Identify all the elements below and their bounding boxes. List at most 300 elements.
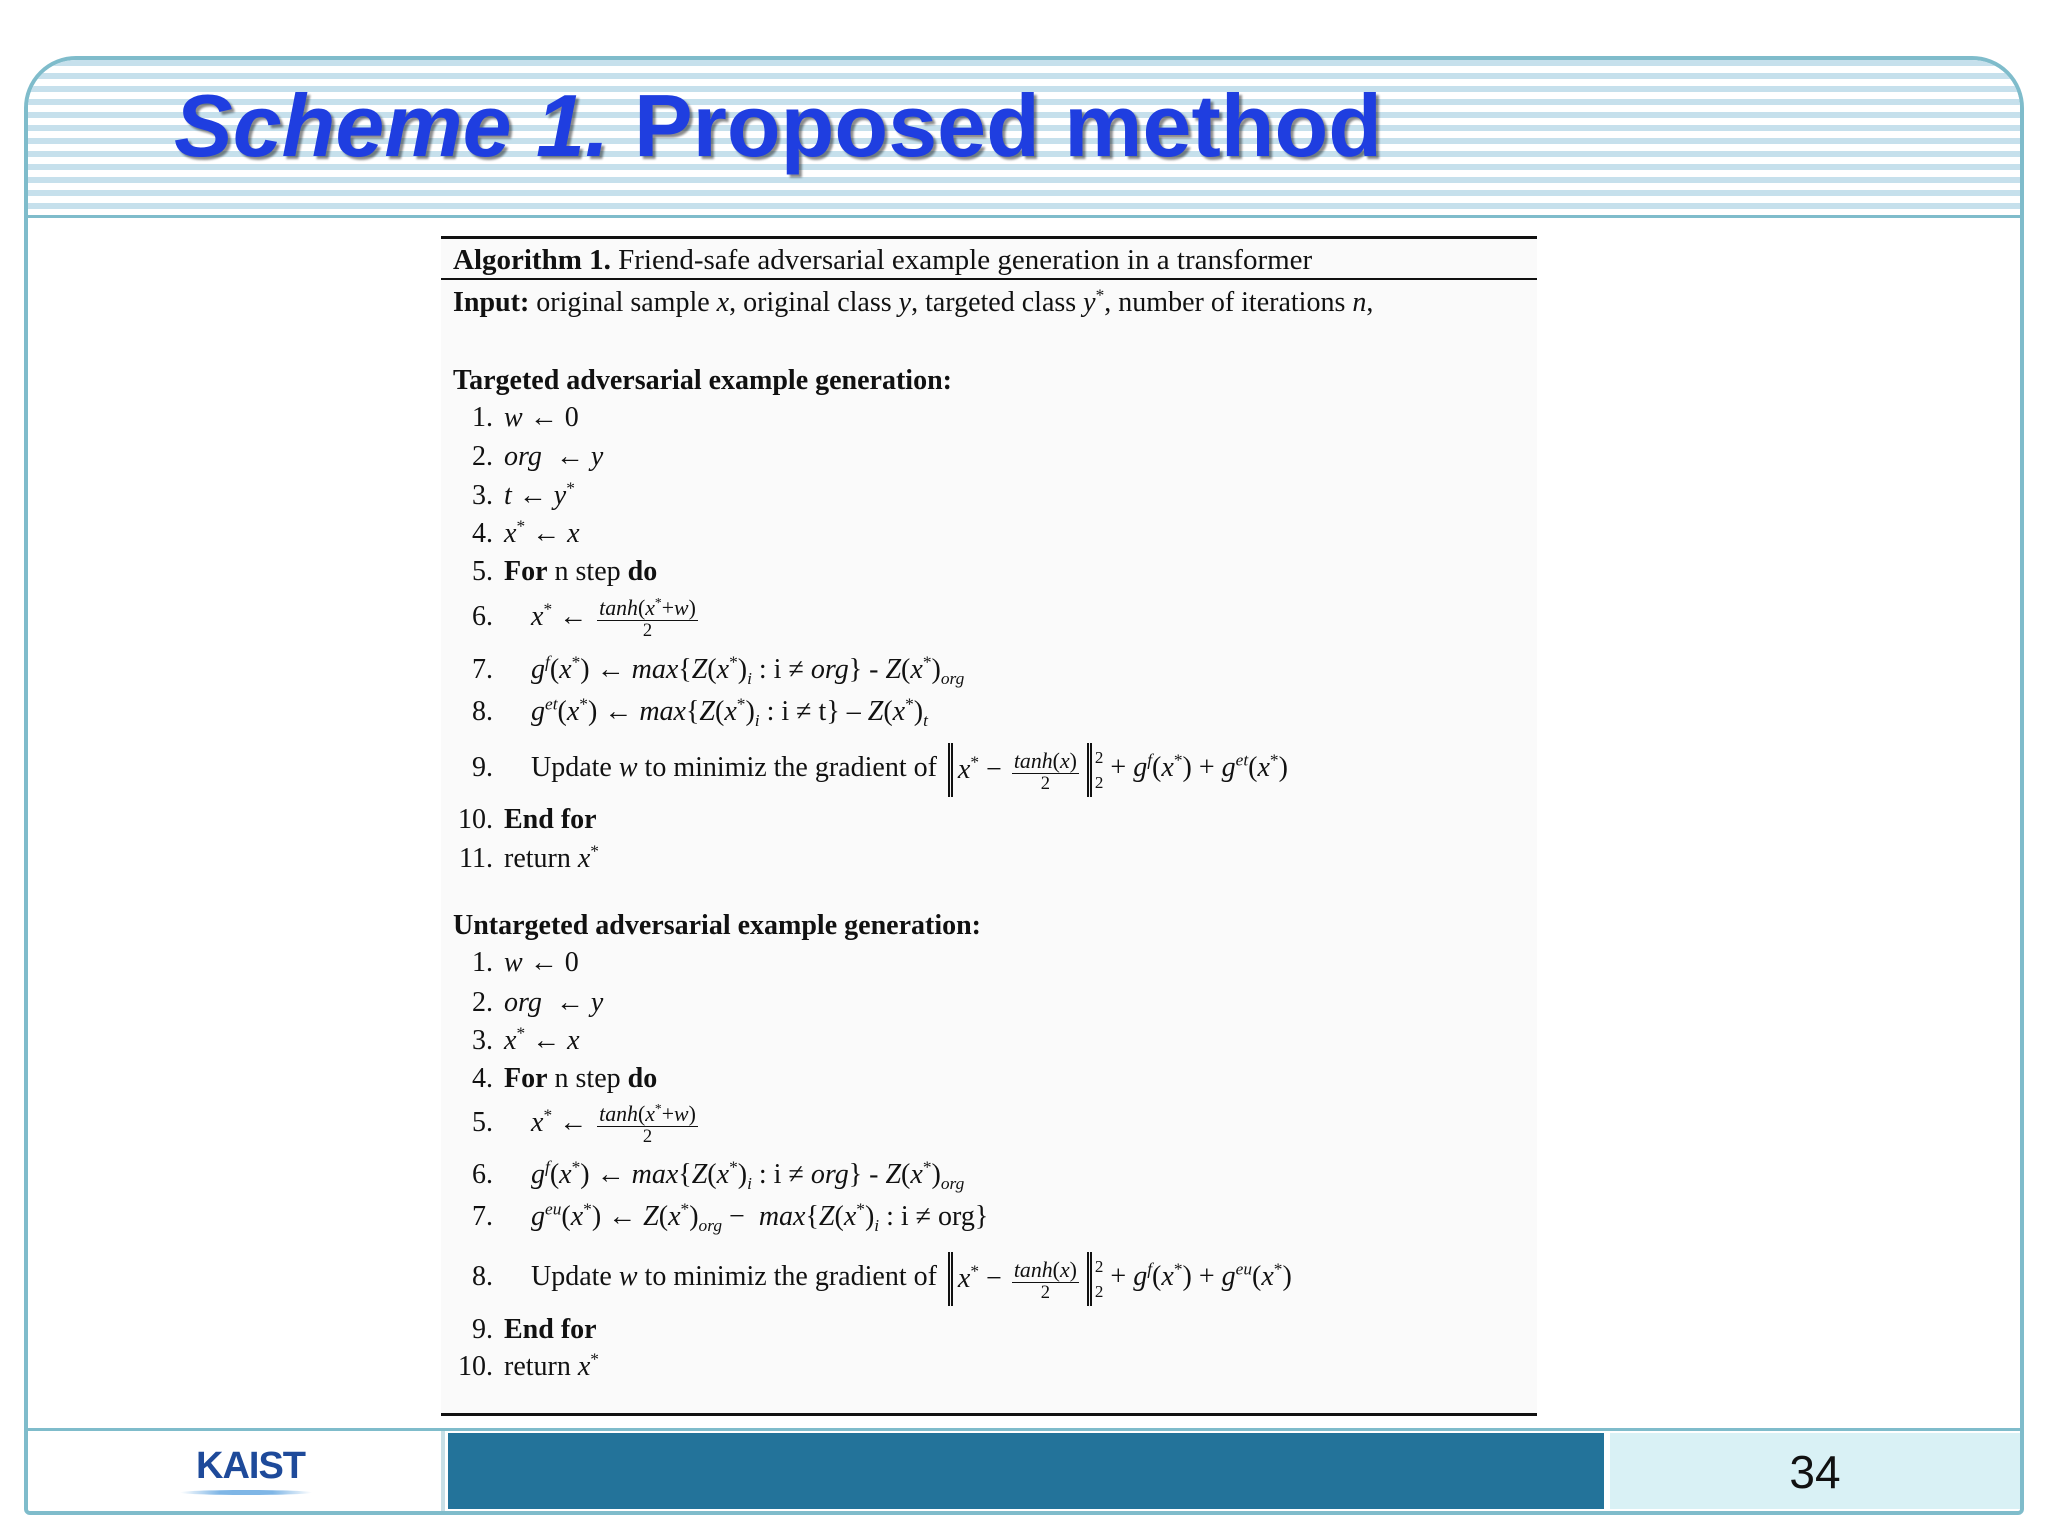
text-run: ← [525, 518, 568, 549]
text-run: ) ← [591, 1201, 644, 1232]
text-run: Friend-safe adversarial example generation in a transformer [610, 244, 1313, 276]
text-run: : i ≠ [751, 654, 811, 685]
math-symbol: max [758, 1201, 806, 1232]
math-symbol: x [724, 696, 737, 727]
superscript: * [516, 516, 526, 536]
superscript: f [545, 652, 550, 672]
subscript: org [698, 1216, 723, 1236]
fraction [597, 596, 698, 641]
superscript: * [579, 694, 588, 714]
superscript: f [1147, 1260, 1153, 1280]
untargeted-step [441, 1200, 988, 1234]
math-symbol: tanh [1013, 1257, 1053, 1282]
step-number: 11. [459, 843, 493, 874]
math-symbol: w [674, 596, 689, 620]
bold-keyword: Algorithm 1. [453, 244, 611, 276]
text-run: : i ≠ org} [879, 1201, 989, 1232]
text-run: ( [1152, 752, 1162, 784]
math-symbol: x [531, 601, 544, 633]
step-content [504, 947, 579, 978]
untargeted-step [441, 1252, 1292, 1306]
bold-keyword: End for [504, 804, 597, 835]
bottom-rule [441, 1413, 1537, 1416]
text-run: return [504, 1351, 578, 1382]
text-run: , original class [729, 287, 899, 318]
superscript: * [516, 1023, 526, 1043]
text-run: ) [688, 1102, 696, 1126]
text-run: ( [549, 1159, 560, 1190]
footer-bar [448, 1433, 1604, 1509]
text-run: ← 0 [522, 947, 579, 978]
text-run: ) ← [580, 654, 632, 685]
fraction-numerator [597, 596, 698, 621]
math-symbol: x [1059, 1257, 1070, 1282]
step-content [504, 518, 580, 549]
superscript: f [545, 1157, 550, 1177]
top-rule [441, 236, 1537, 239]
algorithm-box [441, 236, 1537, 1416]
untargeted-step [441, 986, 603, 1020]
text-run: ( [1052, 748, 1060, 773]
math-symbol: y [898, 287, 912, 318]
superscript: * [1269, 751, 1279, 771]
text-run: n step [547, 556, 628, 587]
math-symbol: x [1059, 748, 1070, 773]
step-content [504, 1025, 580, 1056]
untargeted-step [441, 946, 579, 980]
math-symbol: x [716, 287, 730, 318]
algorithm-caption [441, 243, 1312, 277]
superscript: * [970, 752, 980, 772]
text-run: ) [1278, 752, 1288, 784]
step-number: 3. [472, 1025, 493, 1056]
superscript: f [1147, 751, 1153, 771]
untargeted-heading [441, 909, 981, 943]
fraction-numerator [1012, 749, 1079, 774]
targeted-step [441, 401, 579, 435]
step-number: 3. [472, 480, 493, 511]
step-number: 1. [472, 947, 493, 978]
step-number: 9. [472, 1314, 493, 1345]
math-symbol: x [577, 1351, 591, 1382]
text-run: ) [913, 696, 924, 727]
text-run: ( [557, 696, 567, 727]
step-number: 2. [472, 987, 493, 1018]
fraction-denominator [1041, 1283, 1050, 1303]
text-run: ← [511, 480, 554, 511]
math-symbol: org [504, 441, 542, 472]
text-run: , [1366, 287, 1374, 318]
text-run: return [504, 843, 578, 874]
step-number: 6. [472, 601, 493, 633]
math-symbol: w [504, 402, 523, 433]
text-run: ( [901, 654, 911, 685]
fraction-numerator [1012, 1258, 1079, 1283]
text-run: ( [1248, 752, 1258, 784]
text-run: original sample [529, 287, 717, 318]
text-run: ( [707, 1159, 717, 1190]
section-heading: Targeted adversarial example generation: [453, 365, 952, 396]
math-symbol: x [504, 1025, 517, 1056]
text-run: 2 [642, 620, 653, 642]
untargeted-step [441, 1102, 701, 1147]
math-symbol: max [631, 1159, 679, 1190]
text-run: ) [931, 1159, 941, 1190]
math-symbol: x [566, 696, 580, 727]
untargeted-step [441, 1158, 964, 1192]
targeted-step [441, 596, 701, 641]
math-symbol: x [957, 1263, 971, 1294]
footer-separator [441, 1431, 445, 1511]
superscript: eu [1235, 1260, 1253, 1280]
step-content [504, 987, 603, 1018]
norm-body [948, 1252, 1092, 1306]
targeted-step [441, 803, 597, 837]
text-run: { [678, 1159, 692, 1190]
untargeted-step [441, 1062, 657, 1096]
math-symbol: w [618, 752, 638, 784]
targeted-step [441, 842, 599, 876]
targeted-step [441, 743, 1288, 797]
superscript: * [571, 1157, 581, 1177]
text-run: ) [864, 1201, 875, 1232]
math-symbol: g [1133, 752, 1148, 784]
fraction-denominator [643, 1127, 652, 1147]
superscript: * [736, 694, 746, 714]
text-run: ← 0 [522, 402, 579, 433]
text-run: } - [848, 1159, 886, 1190]
untargeted-step [441, 1024, 580, 1058]
superscript: * [583, 1199, 592, 1219]
superscript: et [545, 694, 558, 714]
math-symbol: w [674, 1102, 689, 1126]
step-content [504, 556, 657, 587]
step-content [531, 1199, 989, 1236]
text-run: + [1103, 752, 1134, 784]
text-run: ) [688, 596, 696, 620]
step-content [504, 1063, 657, 1094]
step-number: 7. [472, 1201, 493, 1232]
text-run: ( [883, 696, 893, 727]
step-content [531, 1100, 701, 1148]
superscript: * [654, 1100, 662, 1116]
text-run: ) + [1182, 1261, 1222, 1293]
step-content [504, 843, 599, 874]
step-number: 2. [472, 441, 493, 472]
math-symbol: g [1221, 752, 1236, 784]
math-symbol: x [567, 518, 580, 549]
fraction-denominator [643, 621, 652, 641]
slide-title [174, 76, 1382, 176]
math-symbol: tanh [599, 596, 638, 620]
superscript: * [566, 478, 575, 498]
subscript: i [754, 711, 760, 731]
math-symbol: max [639, 696, 686, 727]
bold-keyword: For [504, 556, 548, 587]
step-content [531, 652, 965, 689]
superscript: * [654, 594, 662, 610]
text-run: ← [552, 1107, 595, 1139]
subscript: i [747, 1174, 752, 1194]
step-number: 8. [472, 1261, 493, 1293]
math-symbol: Z [699, 696, 715, 727]
math-symbol: x [1161, 752, 1174, 784]
math-symbol: x [1161, 1261, 1174, 1293]
step-number: 10. [458, 1351, 493, 1382]
untargeted-step [441, 1313, 597, 1347]
text-run: − [722, 1201, 759, 1232]
math-symbol: x [559, 1159, 572, 1190]
step-content [504, 1351, 599, 1382]
text-run: ( [549, 654, 560, 685]
norm-exponent: 2 [1094, 747, 1104, 767]
targeted-step [441, 440, 603, 474]
text-run: ← [541, 987, 591, 1018]
superscript: eu [545, 1199, 562, 1219]
math-symbol: Z [691, 654, 708, 685]
kaist-logo: KAIST [196, 1445, 305, 1487]
step-content [504, 1314, 597, 1345]
text-run: ) [1069, 1257, 1077, 1282]
math-symbol: x [668, 1201, 681, 1232]
math-symbol: w [618, 1261, 638, 1293]
superscript: * [856, 1199, 865, 1219]
superscript: * [590, 841, 599, 861]
bold-keyword: do [627, 1063, 658, 1094]
subscript: org [940, 1174, 965, 1194]
text-run: ( [561, 1201, 571, 1232]
text-run: + [661, 596, 674, 620]
text-run: ) [1282, 1261, 1292, 1293]
math-symbol: t [504, 480, 512, 511]
math-symbol: x [910, 654, 923, 685]
math-symbol: y [590, 987, 604, 1018]
text-run: to minimiz the gradient of [637, 1261, 944, 1293]
math-symbol: Z [643, 1201, 659, 1232]
text-run: ( [901, 1159, 911, 1190]
text-run: 2 [1040, 772, 1051, 794]
fraction [1012, 1258, 1079, 1303]
math-symbol: org [504, 987, 542, 1018]
text-run: { [685, 696, 700, 727]
bold-keyword: Input: [453, 287, 530, 318]
title-text: Proposed method [633, 76, 1383, 175]
bold-keyword: do [627, 556, 658, 587]
step-number: 7. [472, 654, 493, 685]
superscript: * [1273, 1260, 1283, 1280]
math-symbol: Z [818, 1201, 835, 1232]
text-run: ) [745, 696, 755, 727]
superscript: * [905, 694, 914, 714]
norm-expression [944, 1256, 1104, 1303]
math-symbol: x [567, 1025, 580, 1056]
step-number: 4. [472, 1063, 493, 1094]
page-number: 34 [1789, 1446, 1841, 1498]
fraction [1012, 749, 1079, 794]
math-symbol: tanh [599, 1102, 638, 1126]
text-run: ) ← [587, 696, 640, 727]
math-symbol: g [531, 1159, 545, 1190]
norm-subscript: 2 [1094, 773, 1104, 792]
text-run: 2 [1040, 1281, 1051, 1303]
text-run: − [979, 754, 1009, 785]
superscript: * [1173, 751, 1183, 771]
superscript: * [1095, 285, 1105, 305]
math-symbol: x [577, 843, 591, 874]
targeted-heading [441, 364, 952, 398]
math-symbol: x [1257, 752, 1270, 784]
math-symbol: x [910, 1159, 923, 1190]
input-line [441, 286, 1373, 320]
superscript: * [922, 1157, 932, 1177]
subscript: org [940, 669, 965, 689]
math-symbol: x [531, 1107, 544, 1139]
step-content [531, 747, 1288, 794]
step-number: 9. [472, 752, 493, 784]
subscript: i [874, 1216, 880, 1236]
math-symbol: x [504, 518, 517, 549]
superscript: * [680, 1199, 690, 1219]
step-number: 8. [472, 696, 493, 727]
text-run: Update [531, 752, 619, 784]
math-symbol: tanh [1013, 748, 1053, 773]
step-number: 10. [458, 804, 493, 835]
text-run: 2 [642, 1126, 653, 1148]
subscript: i [747, 669, 752, 689]
superscript: * [543, 1105, 553, 1125]
math-symbol: x [843, 1201, 857, 1232]
subscript: t [923, 711, 928, 731]
step-number: 6. [472, 1159, 493, 1190]
norm-expression [944, 747, 1104, 794]
bold-keyword: For [504, 1063, 548, 1094]
targeted-step [441, 479, 575, 513]
caption-rule [441, 278, 1537, 280]
step-content [504, 402, 579, 433]
targeted-step [441, 695, 928, 729]
math-symbol: g [1133, 1261, 1148, 1293]
text-run: Update [531, 1261, 619, 1293]
superscript: * [970, 1261, 980, 1281]
text-run: ) + [1182, 752, 1222, 784]
text-run: , number of iterations [1104, 287, 1353, 318]
step-number: 5. [472, 556, 493, 587]
text-run: ( [1252, 1261, 1262, 1293]
text-run: ( [1152, 1261, 1162, 1293]
text-run: n step [547, 1063, 628, 1094]
step-content [531, 694, 928, 731]
text-run: − [979, 1263, 1009, 1294]
text-run: ← [552, 601, 595, 633]
math-symbol: x [892, 696, 906, 727]
text-run: } - [848, 654, 886, 685]
text-run: ) [931, 654, 941, 685]
text-run: + [661, 1102, 674, 1126]
text-run: ← [525, 1025, 568, 1056]
math-symbol: Z [867, 696, 884, 727]
superscript: * [1173, 1260, 1183, 1280]
footer-divider [28, 1428, 2020, 1431]
math-symbol: g [531, 1201, 545, 1232]
text-run: ( [637, 596, 646, 620]
section-heading: Untargeted adversarial example generation: [453, 910, 981, 941]
norm-subscript: 2 [1094, 1282, 1104, 1301]
step-number: 1. [472, 402, 493, 433]
title-scheme-label: Scheme 1. [174, 76, 610, 175]
text-run: : i ≠ t} – [759, 696, 868, 727]
math-symbol: x [645, 1102, 655, 1126]
math-symbol: g [1221, 1261, 1236, 1293]
untargeted-step [441, 1350, 599, 1384]
text-run: ) ← [580, 1159, 632, 1190]
math-symbol: w [504, 947, 523, 978]
math-symbol: x [1261, 1261, 1274, 1293]
text-run: ) [1069, 748, 1077, 773]
step-content [504, 480, 575, 511]
math-symbol: x [570, 1201, 584, 1232]
targeted-step [441, 555, 657, 589]
step-content [504, 804, 597, 835]
text-run: ( [707, 654, 717, 685]
fraction-denominator [1041, 774, 1050, 794]
step-content [531, 1157, 965, 1194]
math-symbol: Z [885, 654, 902, 685]
math-symbol: org [810, 654, 849, 685]
math-symbol: org [810, 1159, 849, 1190]
text-run: + [1103, 1261, 1134, 1293]
math-symbol: g [531, 654, 545, 685]
math-symbol: y [1083, 287, 1096, 318]
math-symbol: x [645, 596, 655, 620]
math-symbol: n [1352, 287, 1367, 318]
input-content [453, 287, 1373, 318]
math-symbol: y [553, 480, 567, 511]
fraction [597, 1102, 698, 1147]
math-symbol: y [590, 441, 604, 472]
text-run: to minimiz the gradient of [637, 752, 944, 784]
step-content [531, 1256, 1292, 1303]
norm-body [948, 743, 1092, 797]
step-content [504, 441, 603, 472]
superscript: * [571, 652, 581, 672]
targeted-step [441, 653, 964, 687]
text-run: ( [834, 1201, 844, 1232]
math-symbol: Z [691, 1159, 708, 1190]
norm-exponent: 2 [1094, 1256, 1104, 1276]
superscript: * [922, 652, 932, 672]
bold-keyword: End for [504, 1314, 597, 1345]
text-run: ) [737, 654, 748, 685]
text-run: ( [658, 1201, 669, 1232]
text-run: ) [737, 1159, 748, 1190]
superscript: * [729, 652, 738, 672]
text-run: { [678, 654, 692, 685]
math-symbol: max [631, 654, 679, 685]
text-run: { [805, 1201, 819, 1232]
logo-swoosh-icon [180, 1490, 312, 1495]
math-symbol: g [531, 696, 545, 727]
superscript: * [543, 599, 553, 619]
superscript: et [1235, 751, 1249, 771]
superscript: * [590, 1349, 599, 1369]
math-symbol: x [957, 754, 971, 785]
text-run: ( [637, 1102, 646, 1126]
text-run: ← [541, 441, 591, 472]
text-run: , targeted class [911, 287, 1084, 318]
fraction-numerator [597, 1102, 698, 1127]
step-number: 5. [472, 1107, 493, 1139]
targeted-step [441, 517, 580, 551]
